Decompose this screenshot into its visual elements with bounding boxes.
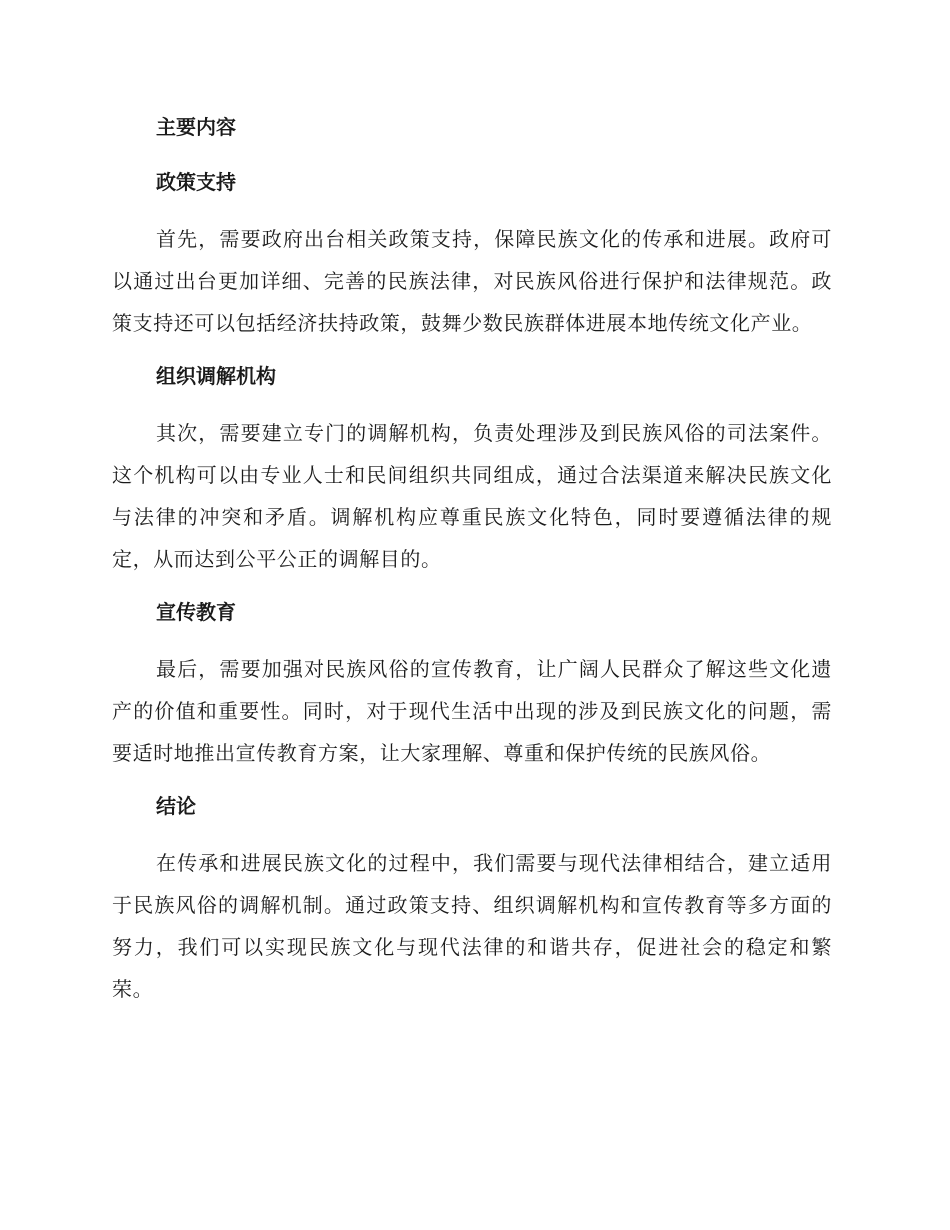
heading-conclusion: 结论 [156,794,196,818]
heading-policy-support: 政策支持 [156,170,236,194]
paragraph-publicity-education: 最后，需要加强对民族风俗的宣传教育，让广阔人民群众了解这些文化遗产的价值和重要性。同时，对于现代生活中出现的涉及到民族文化的问题，需要适时地推出宣传教育方案，让大家理解、尊重和保护传统的民族风俗。 [112,657,832,765]
heading-publicity-education: 宣传教育 [156,600,236,624]
heading-mediation-agency: 组织调解机构 [156,364,276,388]
paragraph-policy-support: 首先，需要政府出台相关政策支持，保障民族文化的传承和进展。政府可以通过出台更加详细、完善的民族法律，对民族风俗进行保护和法律规范。政策支持还可以包括经济扶持政策，鼓舞少数民族群体进展本地传统文化产业。 [112,227,832,335]
paragraph-mediation-agency: 其次，需要建立专门的调解机构，负责处理涉及到民族风俗的司法案件。这个机构可以由专业人士和民间组织共同组成，通过合法渠道来解决民族文化与法律的冲突和矛盾。调解机构应尊重民族文化特色，同时要遵循法律的规定，从而达到公平公正的调解目的。 [112,421,832,571]
heading-main-content: 主要内容 [156,115,236,139]
document-body [112,108,832,1023]
paragraph-conclusion: 在传承和进展民族文化的过程中，我们需要与现代法律相结合，建立适用于民族风俗的调解机制。通过政策支持、组织调解机构和宣传教育等多方面的努力，我们可以实现民族文化与现代法律的和谐共存，促进社会的稳定和繁荣。 [112,851,832,1001]
